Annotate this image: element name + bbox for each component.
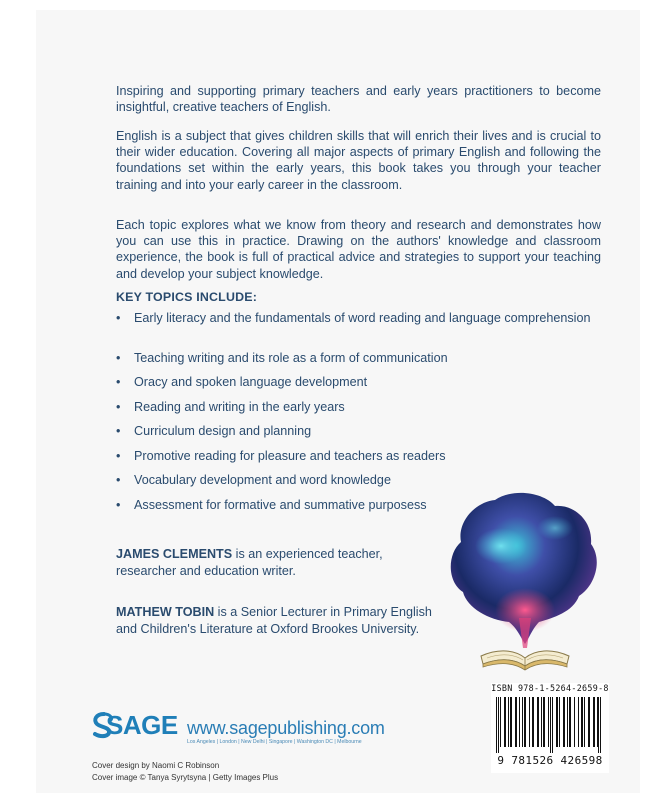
key-topics-heading: KEY TOPICS INCLUDE:	[116, 290, 258, 304]
barcode-bar	[504, 697, 506, 747]
description-paragraph-1: English is a subject that gives children skills that will enrich their lives and is crucial to their wider education. Covering all major aspects of primary English and following the foundations set within the early years, this book takes you through your teacher training and into your early career in the classroom.	[116, 129, 601, 192]
bullet-icon: •	[116, 498, 121, 512]
author-bio-text: is a Senior Lecturer in Primary English and Children's Literature at Oxford Brookes University.	[116, 605, 432, 636]
barcode-bar	[543, 697, 545, 747]
barcode-number: 9 781526 426598	[497, 754, 603, 767]
back-cover	[36, 10, 640, 793]
barcode-bar	[508, 697, 509, 747]
isbn-barcode	[491, 683, 609, 773]
topic-item	[116, 374, 601, 390]
topic-item	[116, 472, 601, 488]
publisher-cities: Los Angeles | London | New Delhi | Singapore | Washington DC | Melbourne	[187, 739, 362, 745]
isbn-text: ISBN 978-1-5264-2659-8	[491, 683, 609, 693]
barcode-bar	[552, 697, 553, 753]
barcode-bar	[559, 697, 560, 747]
barcode-bar	[550, 697, 551, 753]
barcode-bar	[581, 697, 583, 747]
author-bio-mathew-tobin	[116, 604, 446, 637]
topic-item	[116, 448, 601, 464]
barcode-bar	[500, 697, 501, 747]
barcode-bar	[578, 697, 579, 747]
barcode-bar	[569, 697, 571, 747]
topic-item	[116, 423, 601, 439]
topic-text: Assessment for formative and summative purposess	[134, 498, 427, 512]
topic-item	[116, 310, 601, 326]
bullet-icon: •	[116, 400, 121, 414]
author-name: MATHEW TOBIN	[116, 605, 215, 619]
publisher-name: SAGE	[106, 710, 178, 740]
barcode-bar	[598, 697, 599, 753]
barcode-bar	[574, 697, 575, 747]
barcode-bar	[510, 697, 512, 747]
barcode-bar	[600, 697, 601, 753]
bullet-icon: •	[116, 351, 121, 365]
barcode-bar	[524, 697, 526, 747]
topic-text: Promotive reading for pleasure and teachers as readers	[134, 449, 446, 463]
barcode-bar	[537, 697, 539, 747]
barcode-bar	[597, 697, 598, 747]
barcode-bar	[584, 697, 585, 747]
cover-design-credit: Cover design by Naomi C Robinson	[92, 761, 220, 770]
open-book-with-watercolour-cloud-icon	[443, 488, 603, 678]
bullet-icon: •	[116, 375, 121, 389]
topic-text: Teaching writing and its role as a form of communication	[134, 351, 448, 365]
bullet-icon: •	[116, 449, 121, 463]
barcode-bar	[515, 697, 517, 747]
cover-image-credit: Cover image © Tanya Syrytsyna | Getty Images Plus	[92, 773, 279, 782]
bullet-icon: •	[116, 473, 121, 487]
topic-item	[116, 350, 601, 366]
barcode-bar	[522, 697, 523, 747]
barcode-bar	[529, 697, 530, 747]
author-bio-text: is an experienced teacher, researcher and education writer.	[116, 547, 383, 578]
barcode-bar	[556, 697, 558, 747]
topic-text: Oracy and spoken language development	[134, 375, 368, 389]
barcode-bar	[588, 697, 590, 747]
barcode-bars	[496, 697, 604, 753]
barcode-bar	[498, 697, 499, 753]
barcode-bar	[548, 697, 549, 747]
topic-text: Early literacy and the fundamentals of word reading and language comprehension	[134, 311, 591, 325]
barcode-bar	[496, 697, 497, 753]
barcode-bar	[563, 697, 565, 747]
topic-text: Curriculum design and planning	[134, 424, 312, 438]
barcode-bar	[567, 697, 568, 747]
bullet-icon: •	[116, 311, 121, 325]
bullet-icon: •	[116, 424, 121, 438]
publisher-url: www.sagepublishing.com	[187, 718, 385, 738]
author-name: JAMES CLEMENTS	[116, 547, 233, 561]
barcode-bar	[532, 697, 534, 747]
barcode-bar	[541, 697, 542, 747]
topic-text: Vocabulary development and word knowledge	[134, 473, 391, 487]
tagline: Inspiring and supporting primary teachers and early years practitioners to become insightful, creative teachers of English.	[116, 84, 601, 115]
author-bio-james-clements	[116, 546, 446, 579]
topic-item	[116, 399, 601, 415]
barcode-bar	[519, 697, 520, 747]
description-paragraph-2: Each topic explores what we know from theory and research and demonstrates how you can use this in practice. Drawing on the authors' knowledge and classroom experience, the book is full of practical advice and strategies to support your teaching and develop your subject knowledge.	[116, 218, 601, 281]
barcode-bar	[593, 697, 595, 747]
topic-text: Reading and writing in the early years	[134, 400, 345, 414]
